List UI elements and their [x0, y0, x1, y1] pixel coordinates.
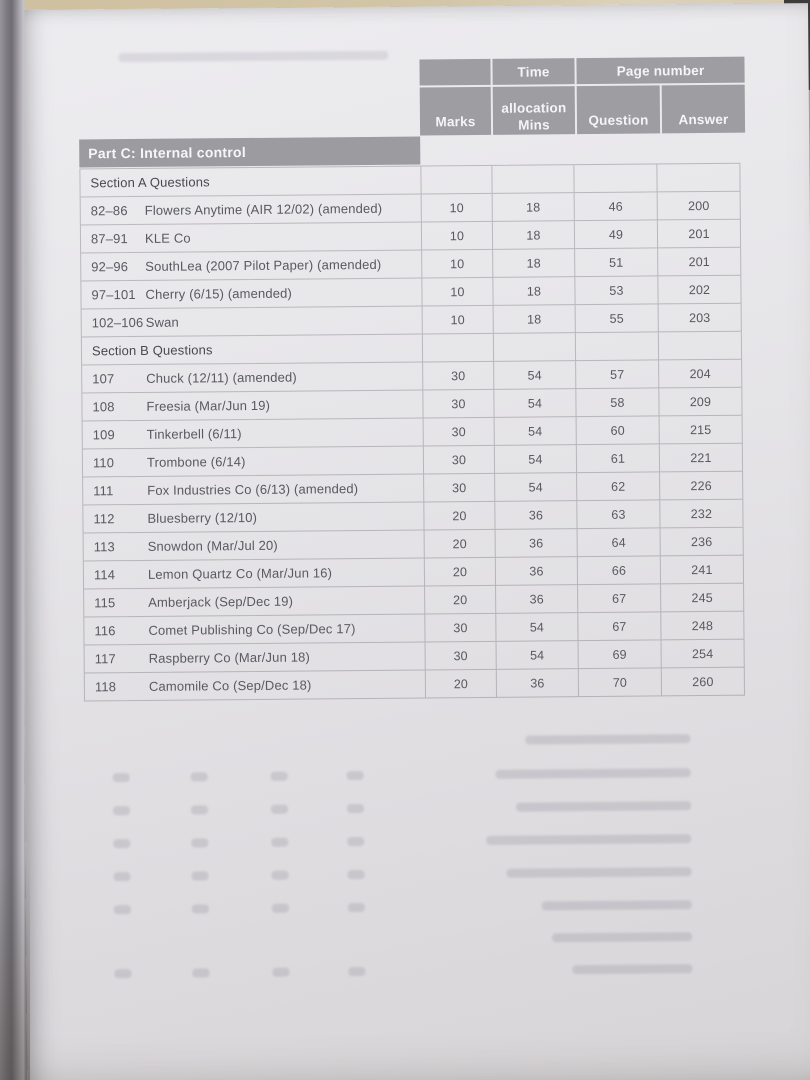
showthrough-row: [86, 900, 747, 915]
question-number: 114: [93, 567, 116, 583]
answer-page-cell: [659, 332, 742, 361]
question-cell: [81, 222, 422, 253]
header-answer: Answer: [662, 85, 745, 134]
question-title: Fox Industries Co (6/13) (amended): [147, 481, 359, 498]
answer-page-cell: 204: [659, 360, 742, 389]
question-cell: [82, 362, 423, 393]
time-cell: 54: [494, 361, 576, 390]
header-time-group: Time: [492, 58, 574, 85]
question-cell: [81, 250, 422, 281]
question-number: 112: [93, 511, 115, 527]
question-cell: [84, 558, 425, 589]
question-number: 116: [94, 623, 116, 639]
header-question: Question: [577, 85, 660, 134]
question-cell: [85, 670, 426, 701]
time-cell: 18: [493, 249, 575, 278]
question-page-cell: 46: [575, 192, 658, 221]
showthrough-row: [84, 734, 745, 749]
marks-cell: 30: [424, 446, 495, 475]
time-cell: 54: [495, 417, 577, 446]
section-label: Section B Questions: [91, 342, 213, 359]
time-cell: 18: [493, 193, 575, 222]
question-title: Bluesberry (12/10): [147, 509, 258, 526]
marks-cell: 20: [425, 558, 496, 587]
marks-cell: 20: [426, 670, 497, 699]
question-page-cell: 63: [577, 500, 660, 529]
showthrough-row: [85, 801, 746, 816]
question-number: 117: [94, 651, 116, 667]
question-title: Chuck (12/11) (amended): [146, 369, 297, 386]
question-title: Lemon Quartz Co (Mar/Jun 16): [147, 565, 333, 582]
table-header: [419, 57, 745, 136]
header-marks: Marks: [420, 87, 491, 136]
question-page-cell: 67: [578, 612, 661, 641]
question-number: 108: [92, 399, 115, 415]
header-empty-cell: [419, 59, 490, 86]
marks-cell: 10: [422, 222, 493, 251]
marks-cell: 30: [426, 642, 497, 671]
section-label: Section A Questions: [90, 174, 210, 191]
question-number: 107: [92, 371, 115, 387]
showthrough-row: [86, 932, 747, 947]
question-cell: [83, 474, 424, 505]
marks-cell: 20: [424, 502, 495, 531]
answer-page-cell: 260: [662, 668, 745, 697]
question-number: 102–106: [91, 314, 144, 331]
marks-cell: 10: [423, 306, 494, 335]
answer-page-cell: 241: [661, 556, 744, 585]
showthrough-layer: [84, 716, 748, 1032]
question-cell: [81, 194, 422, 225]
answer-page-cell: 201: [658, 220, 741, 249]
showthrough-header-smudge: [118, 51, 388, 62]
header-mins-line: Mins: [518, 117, 550, 133]
showthrough-row: [85, 768, 746, 783]
question-cell: [84, 530, 425, 561]
question-title: Swan: [145, 314, 179, 330]
question-title: KLE Co: [144, 230, 191, 246]
question-page-cell: 49: [575, 220, 658, 249]
question-number: 111: [93, 483, 114, 499]
time-cell: 36: [496, 585, 578, 614]
question-number: 92–96: [91, 259, 129, 275]
answer-page-cell: 215: [660, 416, 743, 445]
table-row: [85, 668, 745, 702]
marks-cell: [423, 334, 494, 363]
question-title: Cherry (6/15) (amended): [145, 285, 293, 302]
question-page-cell: 62: [577, 472, 660, 501]
question-number: 115: [94, 595, 116, 611]
marks-cell: 30: [423, 362, 494, 391]
question-number: 87–91: [90, 231, 128, 247]
time-cell: 54: [495, 473, 577, 502]
question-title: Flowers Anytime (AIR 12/02) (amended): [144, 200, 383, 218]
answer-page-cell: 236: [661, 528, 744, 557]
header-time-allocation: [493, 86, 575, 135]
question-title: Amberjack (Sep/Dec 19): [148, 593, 294, 610]
showthrough-row: [85, 834, 746, 849]
question-cell: [82, 306, 423, 337]
question-page-cell: 55: [576, 304, 659, 333]
question-number: 118: [94, 679, 117, 695]
question-page-cell: 57: [576, 360, 659, 389]
question-title: Snowdon (Mar/Jul 20): [147, 537, 278, 554]
time-cell: 18: [493, 221, 575, 250]
question-title: Raspberry Co (Mar/Jun 18): [148, 649, 310, 666]
marks-cell: 20: [425, 530, 496, 559]
answer-page-cell: 232: [660, 500, 743, 529]
question-page-cell: 53: [575, 276, 658, 305]
question-title: Camomile Co (Sep/Dec 18): [148, 677, 312, 694]
question-page-cell: 70: [579, 668, 662, 697]
time-cell: 36: [496, 557, 578, 586]
question-title: Comet Publishing Co (Sep/Dec 17): [148, 621, 356, 638]
time-cell: 54: [495, 445, 577, 474]
question-title: Freesia (Mar/Jun 19): [146, 397, 271, 414]
time-cell: 18: [494, 305, 576, 334]
question-page-cell: 66: [578, 556, 661, 585]
question-cell: [84, 586, 425, 617]
time-cell: 54: [494, 389, 576, 418]
answer-page-cell: [657, 164, 740, 193]
answer-page-cell: 248: [661, 612, 744, 641]
marks-cell: 30: [424, 474, 495, 503]
question-cell: [84, 614, 425, 645]
question-number: 110: [92, 455, 115, 471]
answer-page-cell: 221: [660, 444, 743, 473]
showthrough-row: [86, 867, 747, 882]
time-cell: 54: [496, 613, 578, 642]
showthrough-row: [86, 964, 747, 979]
question-cell: [85, 642, 426, 673]
answer-page-cell: 209: [659, 388, 742, 417]
part-heading: Part C: Internal control: [79, 136, 420, 167]
time-cell: 18: [493, 277, 575, 306]
question-cell: [81, 278, 422, 309]
question-page-cell: 69: [579, 640, 662, 669]
header-allocation-line: allocation: [501, 100, 567, 117]
time-cell: 36: [495, 501, 577, 530]
answer-page-cell: 202: [658, 276, 741, 305]
book-page: [18, 3, 810, 1080]
question-title: Trombone (6/14): [146, 454, 246, 470]
time-cell: [494, 333, 576, 362]
marks-cell: 30: [424, 418, 495, 447]
answer-page-cell: 201: [658, 248, 741, 277]
header-page-number-group: Page number: [576, 57, 744, 84]
questions-table: [79, 163, 745, 702]
question-cell: [80, 166, 421, 197]
question-title: Tinkerbell (6/11): [146, 426, 242, 442]
question-cell: [83, 418, 424, 449]
question-cell: [82, 334, 423, 365]
question-number: 113: [93, 539, 115, 555]
answer-page-cell: 254: [662, 640, 745, 669]
question-number: 82–86: [90, 203, 128, 219]
question-title: SouthLea (2007 Pilot Paper) (amended): [145, 256, 382, 274]
answer-page-cell: 200: [658, 192, 741, 221]
question-number: 97–101: [91, 286, 136, 303]
marks-cell: 10: [422, 250, 493, 279]
marks-cell: 30: [425, 614, 496, 643]
question-page-cell: 61: [577, 444, 660, 473]
question-number: 109: [92, 427, 115, 443]
question-cell: [83, 446, 424, 477]
question-page-cell: [574, 164, 657, 193]
question-cell: [82, 390, 423, 421]
time-cell: [492, 165, 574, 194]
question-page-cell: 51: [575, 248, 658, 277]
marks-cell: 10: [422, 194, 493, 223]
marks-cell: 30: [423, 390, 494, 419]
answer-page-cell: 245: [661, 584, 744, 613]
question-cell: [83, 502, 424, 533]
answer-page-cell: 226: [660, 472, 743, 501]
marks-cell: [421, 166, 492, 195]
question-page-cell: 64: [578, 528, 661, 557]
marks-cell: 20: [425, 586, 496, 615]
marks-cell: 10: [422, 278, 493, 307]
question-page-cell: 67: [578, 584, 661, 613]
question-page-cell: 60: [577, 416, 660, 445]
time-cell: 36: [497, 669, 579, 698]
spine-bottom-shadow: [0, 860, 30, 1080]
answer-page-cell: 203: [659, 304, 742, 333]
question-page-cell: [576, 332, 659, 361]
question-page-cell: 58: [576, 388, 659, 417]
time-cell: 54: [497, 641, 579, 670]
time-cell: 36: [496, 529, 578, 558]
